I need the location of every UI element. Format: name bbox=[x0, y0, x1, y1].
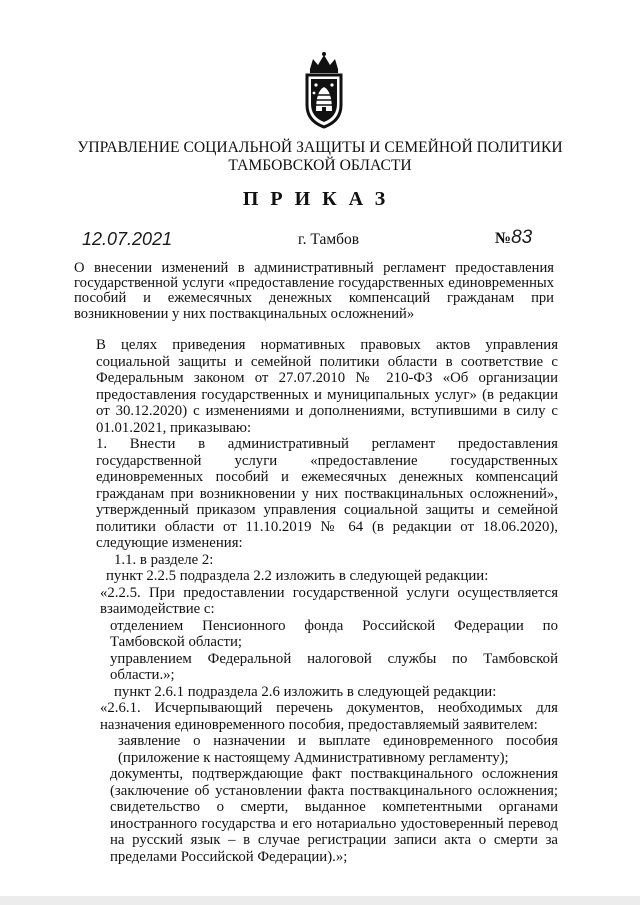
paragraph-item-1-1: 1.1. в разделе 2: bbox=[114, 551, 214, 568]
number-value: 83 bbox=[511, 227, 533, 248]
paragraph-application: заявление о назначении и выплате единовременного пособия (приложение к настоящему Административному регламенту); bbox=[118, 733, 558, 766]
paragraph-tax-service: управлением Федеральной налоговой службы по Тамбовской области.»; bbox=[110, 650, 558, 683]
document-type-title: ПРИКАЗ bbox=[242, 188, 398, 210]
page-bottom-edge bbox=[0, 896, 640, 905]
organization-name-line1: УПРАВЛЕНИЕ СОЦИАЛЬНОЙ ЗАЩИТЫ И СЕМЕЙНОЙ ПОЛИТИКИ bbox=[77, 139, 563, 156]
document-number bbox=[495, 227, 532, 249]
paragraph-documents: документы, подтверждающие факт поствакцинального осложнения (заключение об установлении факта поствакцинального осложнения; свидетельство о смерти, выданное компетентными органами иностранного государства и его нотариально удостоверенный перевод на русский язык – в случае регистрации записи акта о смерти за пределами Российской Федерации).»; bbox=[110, 766, 558, 865]
paragraph-2-2-5-intro: пункт 2.2.5 подраздела 2.2 изложить в следующей редакции: bbox=[106, 568, 489, 584]
paragraph-2-6-1-intro: пункт 2.6.1 подраздела 2.6 изложить в следующей редакции: bbox=[114, 683, 497, 700]
document-date: 12.07.2021 bbox=[82, 229, 173, 249]
organization-name-line2: ТАМБОВСКОЙ ОБЛАСТИ bbox=[228, 157, 412, 174]
city-label: г. Тамбов bbox=[298, 231, 360, 248]
number-sign: № bbox=[495, 230, 512, 247]
paragraph-item-1: 1. Внести в административный регламент предоставления государственной услуги «предоставление государственных единовременных пособий и ежемесячных денежных компенсаций гражданам при возникновении у них поствакцинальных осложнений», утвержденный приказом управления социальной защиты и семейной политики области от 11.10.2019 № 64 (в редакции от 18.06.2020), следующие изменения: bbox=[96, 436, 558, 551]
document-body bbox=[72, 337, 558, 865]
paragraph-preamble: В целях приведения нормативных правовых актов управления социальной защиты и семейной политики области в соответствие с Федеральным законом от 27.07.2010 № 210-ФЗ «Об организации предоставления государственных и муниципальных услуг» (в редакции от 30.12.2020) с изменениями и дополнениями, вступившими в силу с 01.01.2021, приказываю: bbox=[96, 337, 558, 436]
coat-of-arms-icon bbox=[301, 49, 347, 129]
paragraph-pension-fund: отделением Пенсионного фонда Российской Федерации по Тамбовской области; bbox=[110, 617, 558, 650]
paragraph-2-2-5: «2.2.5. При предоставлении государственной услуги осуществляется взаимодействие с: bbox=[100, 584, 558, 617]
document-subject: О внесении изменений в административный регламент предоставления государственной услуги «предоставление государственных единовременных пособий и ежемесячных денежных компенсаций гражданам при возникновении у них поствакцинальных осложнений» bbox=[74, 260, 554, 322]
paragraph-2-6-1: «2.6.1. Исчерпывающий перечень документов, необходимых для назначения единовременного пособия, предоставляемый заявителем: bbox=[100, 700, 558, 733]
